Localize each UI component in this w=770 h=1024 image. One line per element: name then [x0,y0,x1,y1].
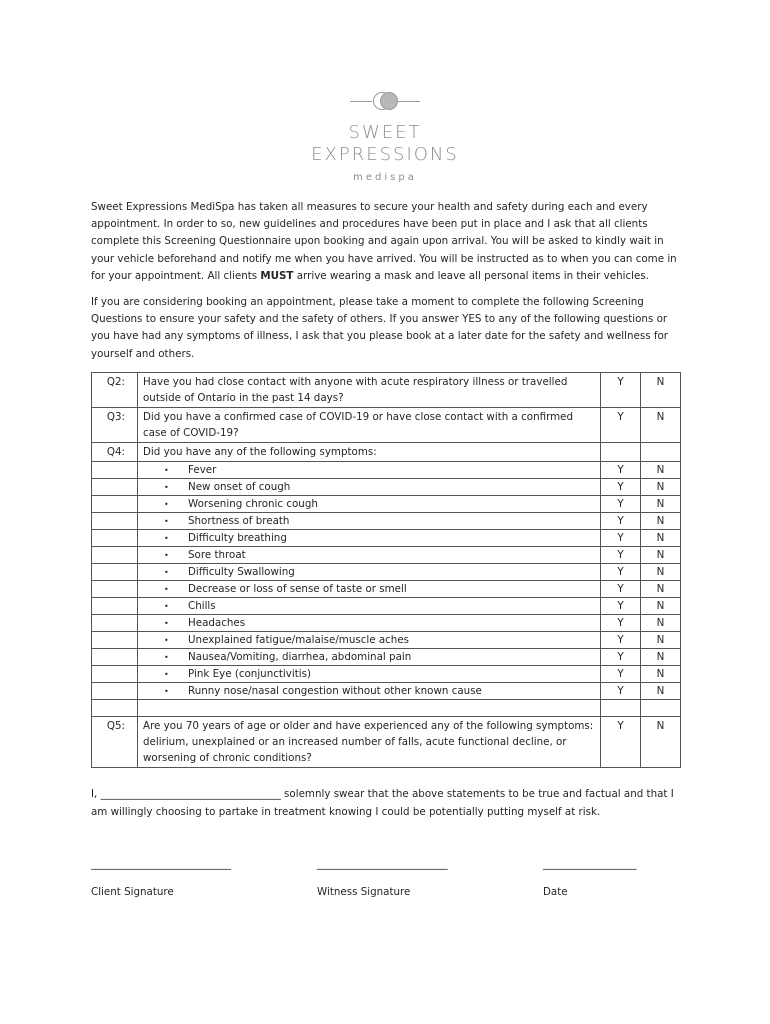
no-option[interactable]: N [641,615,681,632]
question-row-q4 [92,443,681,462]
no-option[interactable]: N [641,513,681,530]
yes-option[interactable]: Y [601,666,641,683]
symptom-label: Difficulty Swallowing [188,565,295,578]
bullet-icon: • [164,550,169,560]
yes-option[interactable]: Y [601,615,641,632]
question-text: Are you 70 years of age or older and have experienced any of the following symptoms: delirium, unexplained or an increased number of falls, acute functional decline, or worsening of chronic conditions? [138,717,601,768]
question-row-q5 [92,717,681,768]
symptom-row [92,479,681,496]
yes-option[interactable]: Y [601,479,641,496]
question-number: Q5: [92,717,138,768]
yes-option[interactable]: Y [601,717,641,768]
symptom-label: Chills [188,599,216,612]
yes-option[interactable]: Y [601,547,641,564]
symptom-label: Headaches [188,616,246,629]
symptom-label: Worsening chronic cough [188,497,318,510]
symptom-row [92,615,681,632]
symptom-row [92,581,681,598]
question-text: Have you had close contact with anyone with acute respiratory illness or travelled outside of Ontario in the past 14 days? [138,373,601,408]
logo [0,90,770,183]
date-line[interactable]: ____________________ [543,858,636,870]
symptom-row [92,547,681,564]
no-option[interactable]: N [641,547,681,564]
yes-option[interactable]: Y [601,649,641,666]
no-option[interactable]: N [641,649,681,666]
no-option[interactable]: N [641,683,681,700]
bullet-icon: • [164,465,169,475]
yes-option[interactable]: Y [601,462,641,479]
yes-option[interactable]: Y [601,496,641,513]
symptom-row [92,513,681,530]
no-option[interactable]: N [641,581,681,598]
logo-subtitle: medispa [353,172,417,183]
bullet-icon: • [164,516,169,526]
symptom-row [92,462,681,479]
symptom-row [92,564,681,581]
symptom-label: Nausea/Vomiting, diarrhea, abdominal pain [188,650,412,663]
declaration-text: I, ___________________________________ solemnly swear that the above statements to be true and factual and that I am willingly choosing to partake in treatment knowing I could be potentially putting myself at risk. [91,788,674,818]
yes-option[interactable]: Y [601,408,641,443]
symptom-label: New onset of cough [188,480,291,493]
symptom-label: Difficulty breathing [188,531,287,544]
yes-option[interactable]: Y [601,598,641,615]
question-number: Q4: [92,443,138,462]
symptom-row [92,649,681,666]
symptom-row [92,530,681,547]
bullet-icon: • [164,482,169,492]
logo-emblem-icon [0,90,770,112]
bullet-icon: • [164,584,169,594]
must-emphasis: MUST [260,269,294,282]
question-row-q3 [92,408,681,443]
no-option[interactable]: N [641,373,681,408]
no-option[interactable]: N [641,717,681,768]
symptom-row [92,496,681,513]
bullet-icon: • [164,499,169,509]
no-option[interactable]: N [641,530,681,547]
logo-line2: EXPRESSIONS [311,144,459,165]
symptom-label: Sore throat [188,548,246,561]
bullet-icon: • [164,686,169,696]
symptom-row [92,666,681,683]
symptom-label: Runny nose/nasal congestion without other known cause [188,684,482,697]
instructions-paragraph: If you are considering booking an appointment, please take a moment to complete the following Screening Questions to ensure your safety and the safety of others. If you answer YES to any of the following questions or you have had any symptoms of illness, I ask that you please book at a later date for the safety and wellness for yourself and others. [91,296,669,360]
bullet-icon: • [164,652,169,662]
symptom-label: Shortness of breath [188,514,290,527]
yes-option[interactable]: Y [601,530,641,547]
symptom-row [92,598,681,615]
question-number: Q2: [92,373,138,408]
symptom-label: Fever [188,463,217,476]
bullet-icon: • [164,533,169,543]
yes-option[interactable]: Y [601,564,641,581]
no-option[interactable]: N [641,666,681,683]
no-option[interactable]: N [641,564,681,581]
bullet-icon: • [164,618,169,628]
yes-option[interactable]: Y [601,683,641,700]
no-option[interactable]: N [641,479,681,496]
no-option[interactable]: N [641,496,681,513]
bullet-icon: • [164,669,169,679]
symptom-label: Pink Eye (conjunctivitis) [188,667,312,680]
symptom-label: Decrease or loss of sense of taste or smell [188,582,407,595]
question-row-q2 [92,373,681,408]
no-option[interactable]: N [641,598,681,615]
no-option[interactable]: N [641,632,681,649]
witness-signature-label: Witness Signature [317,886,411,898]
logo-line1: SWEET [348,122,422,143]
symptom-row [92,683,681,700]
yes-option[interactable]: Y [601,513,641,530]
client-signature-label: Client Signature [91,886,174,898]
no-option[interactable]: N [641,462,681,479]
screening-table [91,372,681,768]
spacer-row [92,700,681,717]
bullet-icon: • [164,601,169,611]
bullet-icon: • [164,567,169,577]
witness-signature-line[interactable]: ____________________________ [317,858,448,870]
question-text: Did you have a confirmed case of COVID-19 or have close contact with a confirmed case of COVID-19? [138,408,601,443]
no-option[interactable]: N [641,408,681,443]
question-text: Did you have any of the following symptoms: [138,443,601,462]
symptom-label: Unexplained fatigue/malaise/muscle aches [188,633,410,646]
bullet-icon: • [164,635,169,645]
yes-option[interactable]: Y [601,632,641,649]
symptom-row [92,632,681,649]
date-label: Date [543,886,568,898]
client-signature-line[interactable]: ______________________________ [91,858,231,870]
yes-option[interactable]: Y [601,373,641,408]
yes-option[interactable]: Y [601,581,641,598]
intro-paragraph: Sweet Expressions MediSpa has taken all measures to secure your health and safety during each and every appointment. In order to so, new guidelines and procedures have been put in place and I ask that all clients complete this Screening Questionnaire upon booking and again upon arrival. You will be asked to kindly wait in your vehicle beforehand and notify me when you have arrived. You will be instructed as to when you can come in for your appointment. All clients MUST arrive wearing a mask and leave all personal items in their vehicles. [91,201,677,282]
question-number: Q3: [92,408,138,443]
